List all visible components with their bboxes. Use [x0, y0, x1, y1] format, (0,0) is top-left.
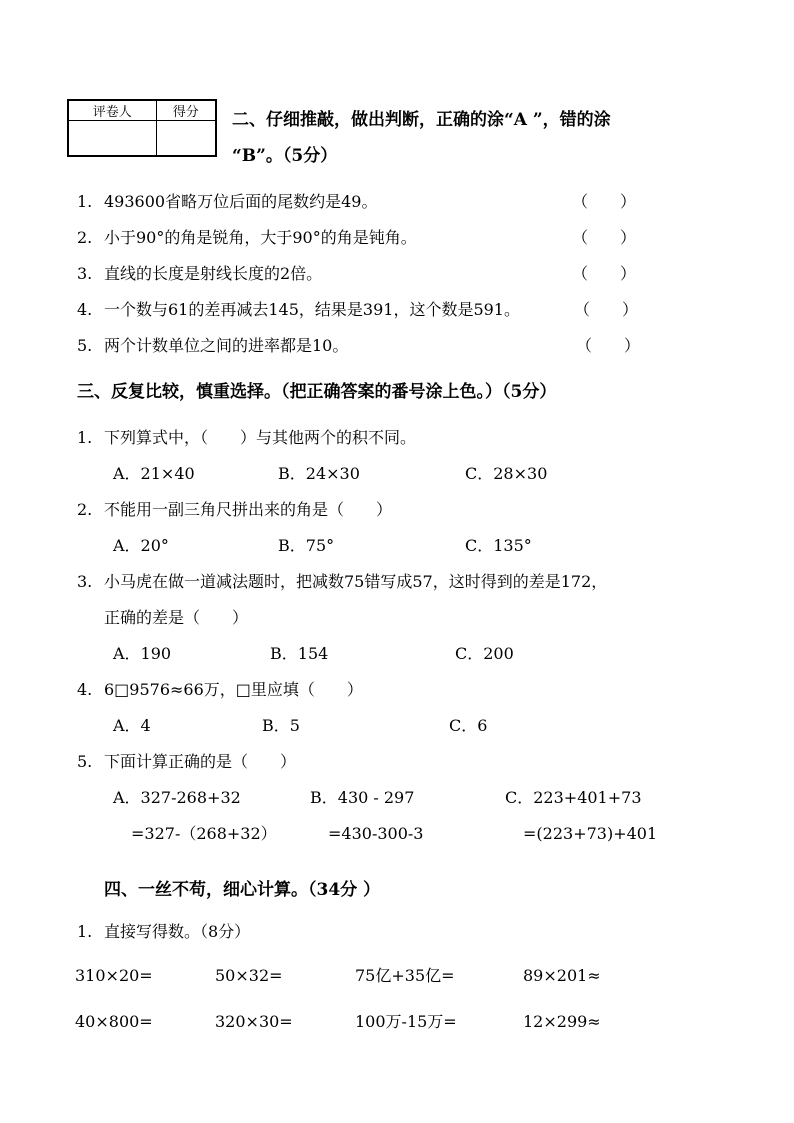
s3-q5-option-b-step: =430-300-3 [328, 824, 424, 843]
s3-q2-text: 不能用一副三角尺拼出来的角是（ ） [104, 500, 393, 519]
s3-q5-text: 下面计算正确的是（ ） [104, 752, 297, 771]
s2-item5-num: 5. [77, 336, 93, 355]
s3-q3-option-b[interactable]: B．154 [270, 644, 329, 663]
s3-q1-option-b[interactable]: B．24×30 [278, 464, 360, 483]
score-table [67, 99, 217, 157]
s3-q4-option-a[interactable]: A．4 [113, 716, 151, 735]
s3-q3-text-line2: 正确的差是（ ） [104, 608, 249, 627]
s3-q2-option-a[interactable]: A．20° [113, 536, 169, 555]
s2-item5-answer[interactable]: （ ） [576, 336, 641, 355]
s3-q1-num: 1. [77, 428, 93, 447]
calc-r1-c4: 89×201≈ [523, 966, 601, 985]
s2-item4-answer[interactable]: （ ） [574, 300, 639, 319]
section4-heading: 四、一丝不苟，细心计算。（34分 ） [104, 880, 381, 900]
section2-heading-line1: 二、仔细推敲，做出判断，正确的涂“A ”，错的涂 [232, 110, 611, 130]
s3-q5-option-c[interactable]: C．223+401+73 [505, 788, 642, 807]
s3-q4-num: 4. [77, 680, 93, 699]
s3-q1-option-c[interactable]: C．28×30 [465, 464, 548, 483]
s2-item1-text: 493600省略万位后面的尾数约是49。 [104, 192, 378, 211]
calc-r1-c1: 310×20= [75, 966, 153, 985]
s2-item2-text: 小于90°的角是锐角，大于90°的角是钝角。 [104, 228, 417, 247]
s3-q3-option-a[interactable]: A．190 [113, 644, 172, 663]
s2-item2-num: 2. [77, 228, 93, 247]
score-header: 得分 [156, 100, 216, 121]
s2-item4-text: 一个数与61的差再减去145，结果是391，这个数是591。 [104, 300, 520, 319]
calc-r2-c2: 320×30= [215, 1012, 293, 1031]
s3-q5-option-a-step: =327-（268+32） [131, 824, 277, 843]
s2-item5-text: 两个计数单位之间的进率都是10。 [104, 336, 349, 355]
s3-q5-num: 5. [77, 752, 93, 771]
s2-item2-answer[interactable]: （ ） [572, 228, 637, 247]
calc-r2-c3: 100万-15万= [355, 1012, 457, 1031]
calc-r2-c1: 40×800= [75, 1012, 153, 1031]
s2-item3-text: 直线的长度是射线长度的2倍。 [104, 264, 323, 283]
grader-cell [68, 121, 156, 157]
s3-q1-option-a[interactable]: A．21×40 [113, 464, 195, 483]
s3-q4-option-c[interactable]: C．6 [449, 716, 488, 735]
section3-heading: 三、反复比较，慎重选择。（把正确答案的番号涂上色。）（5分） [77, 382, 557, 402]
grader-header: 评卷人 [68, 100, 156, 121]
s3-q2-num: 2. [77, 500, 93, 519]
section2-heading-line2: “B”。（5分） [232, 146, 338, 166]
calc-r2-c4: 12×299≈ [523, 1012, 601, 1031]
score-cell [156, 121, 216, 157]
s4-sub1-text: 直接写得数。（8分） [104, 922, 251, 941]
s2-item3-answer[interactable]: （ ） [572, 264, 637, 283]
calc-r1-c2: 50×32= [215, 966, 283, 985]
s4-sub1-num: 1. [77, 922, 93, 941]
s3-q4-text: 6□9576≈66万，□里应填（ ） [104, 680, 363, 699]
s2-item4-num: 4. [77, 300, 93, 319]
s2-item1-answer[interactable]: （ ） [572, 192, 637, 211]
s3-q5-option-a[interactable]: A．327-268+32 [113, 788, 241, 807]
s3-q2-option-b[interactable]: B．75° [278, 536, 335, 555]
s3-q2-option-c[interactable]: C．135° [465, 536, 532, 555]
s2-item1-num: 1. [77, 192, 93, 211]
s3-q1-text: 下列算式中，（ ）与其他两个的积不同。 [104, 428, 417, 447]
s3-q3-option-c[interactable]: C．200 [455, 644, 514, 663]
s2-item3-num: 3. [77, 264, 93, 283]
s3-q4-option-b[interactable]: B．5 [262, 716, 300, 735]
calc-r1-c3: 75亿+35亿= [355, 966, 455, 985]
s3-q3-num: 3. [77, 572, 93, 591]
s3-q5-option-c-step: =(223+73)+401 [523, 824, 658, 843]
s3-q5-option-b[interactable]: B．430 - 297 [310, 788, 415, 807]
s3-q3-text: 小马虎在做一道减法题时，把减数75错写成57，这时得到的差是172， [104, 572, 608, 591]
